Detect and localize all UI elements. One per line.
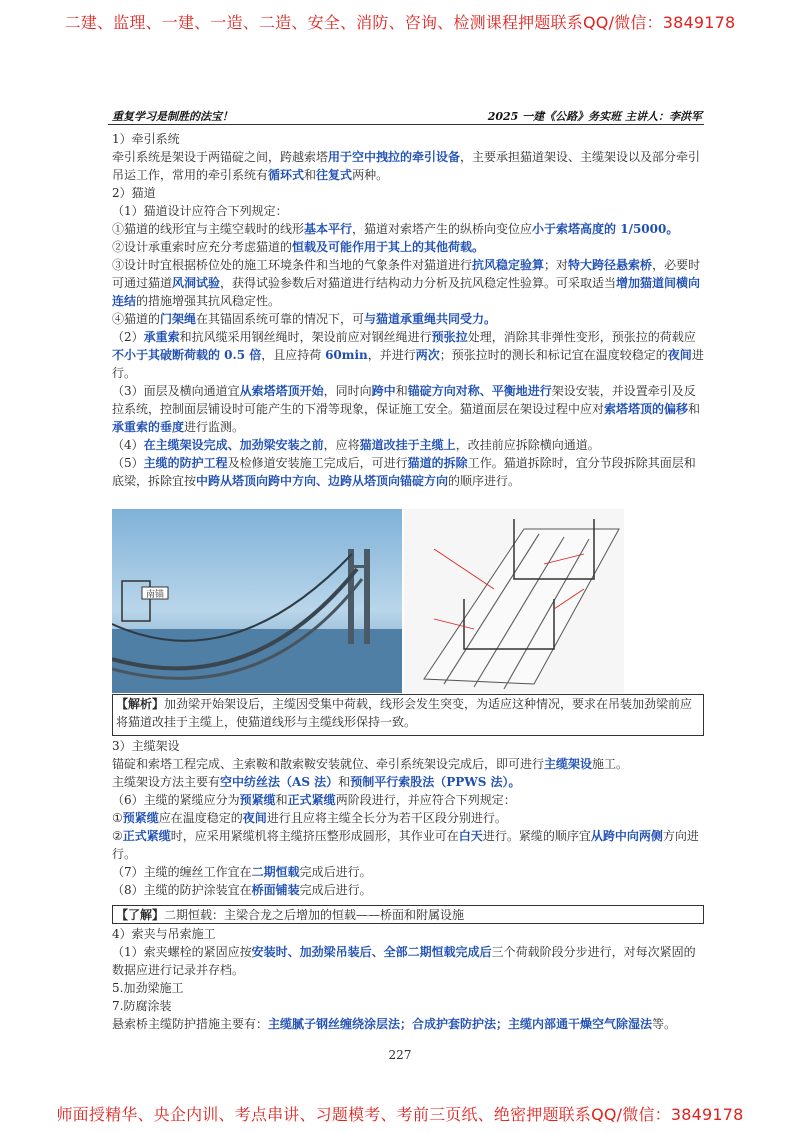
catwalk-schematic-drawing bbox=[404, 509, 624, 693]
paragraph: （1）索夹螺栓的紧固应按安装时、加劲梁吊装后、全部二期恒载完成后三个荷载阶段分步进行，对每次紧固的数据应进行记录并存档。 bbox=[112, 945, 696, 977]
header-course: 2025 一建《公路》务实班 主讲人：李洪军 bbox=[487, 110, 702, 123]
ad-banner-top: 二建、监理、一建、一造、二造、安全、消防、咨询、检测课程押题联系QQ/微信：3849178 bbox=[64, 13, 736, 32]
analysis-box: 【解析】加劲梁开始架设后，主缆因受集中荷载，线形会发生突变，为适应这种情况，要求在吊装加劲梁前应将猫道改挂于主缆上，使猫道线形与主缆线形保持一致。 bbox=[112, 694, 704, 736]
paragraph: （3）面层及横向通道宜从索塔塔顶开始，同时向跨中和锚碇方向对称、平衡地进行架设安装，并设置牵引及反拉系统，控制面层铺设时可能产生的下滑等现象，保证施工安全。猫道面层在架设过程中应对索塔塔顶的偏移和承重索的垂度进行监测。 bbox=[112, 384, 701, 434]
paragraph: （8）主缆的防护涂装宜在桥面铺装完成后进行。 bbox=[112, 883, 372, 897]
photo-caption: 南锚 bbox=[145, 590, 165, 600]
heading: 5.加劲梁施工 bbox=[112, 981, 184, 995]
section-title: 1）牵引系统 bbox=[112, 132, 180, 146]
catwalk-photo-image bbox=[112, 509, 402, 693]
photo-row bbox=[112, 509, 624, 693]
section-main-cable bbox=[112, 737, 704, 899]
header-rule bbox=[108, 124, 704, 125]
paragraph: （2）承重索和抗风缆采用钢丝绳时，架设前应对钢丝绳进行预张拉处理，消除其非弹性变形，预张拉的荷载应不小于其破断荷载的 0.5 倍，且应持荷 60min，并进行两次；预张拉时的测长和标记宜在温度较稳定的夜间进行。 bbox=[112, 330, 704, 380]
list-item: ④猫道的门架绳在其锚固系统可靠的情况下，可与猫道承重绳共同受力。 bbox=[112, 312, 497, 326]
section-title: 3）主缆架设 bbox=[112, 739, 180, 753]
section-title: 2）猫道 bbox=[112, 186, 156, 200]
header-slogan: 重复学习是制胜的法宝！ bbox=[112, 110, 233, 123]
ad-banner-bottom: 师面授精华、央企内训、考点串讲、习题模考、考前三页纸、绝密押题联系QQ/微信：3849178 bbox=[56, 1105, 744, 1124]
list-item: ③设计时宜根据桥位处的施工环境条件和当地的气象条件对猫道进行抗风稳定验算；对特大跨径悬索桥，必要时可通过猫道风洞试验，获得试验参数后对猫道进行结构动力分析及抗风稳定性验算。可采取适当增加猫道间横向连结的措施增强其抗风稳定性。 bbox=[112, 258, 701, 308]
paragraph: 悬索桥主缆防护措施主要有：主缆腻子钢丝缠绕涂层法；合成护套防护法；主缆内部通干燥空气除湿法等。 bbox=[112, 1017, 677, 1031]
subheading: （1）猫道设计应符合下列规定： bbox=[112, 204, 288, 218]
list-item: ②设计承重索时应充分考虑猫道的恒载及可能作用于其上的其他荷载。 bbox=[112, 240, 485, 254]
catwalk-photo bbox=[112, 509, 402, 693]
page-number: 227 bbox=[388, 1048, 412, 1062]
catwalk-schematic bbox=[404, 509, 624, 693]
section-title: 4）索夹与吊索施工 bbox=[112, 927, 216, 941]
heading: 7.防腐涂装 bbox=[112, 999, 172, 1013]
page-body bbox=[112, 130, 704, 490]
paragraph: （7）主缆的缠丝工作宜在二期恒载完成后进行。 bbox=[112, 865, 372, 879]
paragraph: （6）主缆的紧缆应分为预紧缆和正式紧缆两阶段进行，并应符合下列规定： bbox=[112, 793, 516, 807]
paragraph: 主缆架设方法主要有空中纺丝法（AS 法）和预制平行索股法（PPWS 法）。 bbox=[112, 775, 521, 789]
paragraph: （4）在主缆架设完成、加劲梁安装之前，应将猫道改挂于主缆上，改挂前应拆除横向通道。 bbox=[112, 438, 600, 452]
understand-box: 【了解】二期恒载：主梁合龙之后增加的恒载——桥面和附属设施 bbox=[112, 905, 704, 924]
running-header bbox=[112, 108, 702, 124]
section-cable-clamp bbox=[112, 925, 704, 1033]
list-item: ①预紧缆应在温度稳定的夜间进行且应将主缆全长分为若干区段分别进行。 bbox=[112, 811, 507, 825]
paragraph: 牵引系统是架设于两锚碇之间，跨越索塔用于空中拽拉的牵引设备，主要承担猫道架设、主缆架设以及部分牵引吊运工作，常用的牵引系统有循环式和往复式两种。 bbox=[112, 150, 701, 182]
list-item: ①猫道的线形宜与主缆空载时的线形基本平行，猫道对索塔产生的纵桥向变位应小于索塔高度的 1/5000。 bbox=[112, 222, 679, 236]
paragraph: （5）主缆的防护工程及检修道安装施工完成后，可进行猫道的拆除工作。猫道拆除时，宜分节段拆除其面层和底梁，拆除宜按中跨从塔顶向跨中方向、边跨从塔顶向锚碇方向的顺序进行。 bbox=[112, 456, 696, 488]
paragraph: 锚碇和索塔工程完成、主索鞍和散索鞍安装就位、牵引系统架设完成后，即可进行主缆架设施工。 bbox=[112, 757, 629, 771]
list-item: ②正式紧缆时，应采用紧缆机将主缆挤压整形成圆形，其作业可在白天进行。紧缆的顺序宜从跨中向两侧方向进行。 bbox=[112, 829, 699, 861]
